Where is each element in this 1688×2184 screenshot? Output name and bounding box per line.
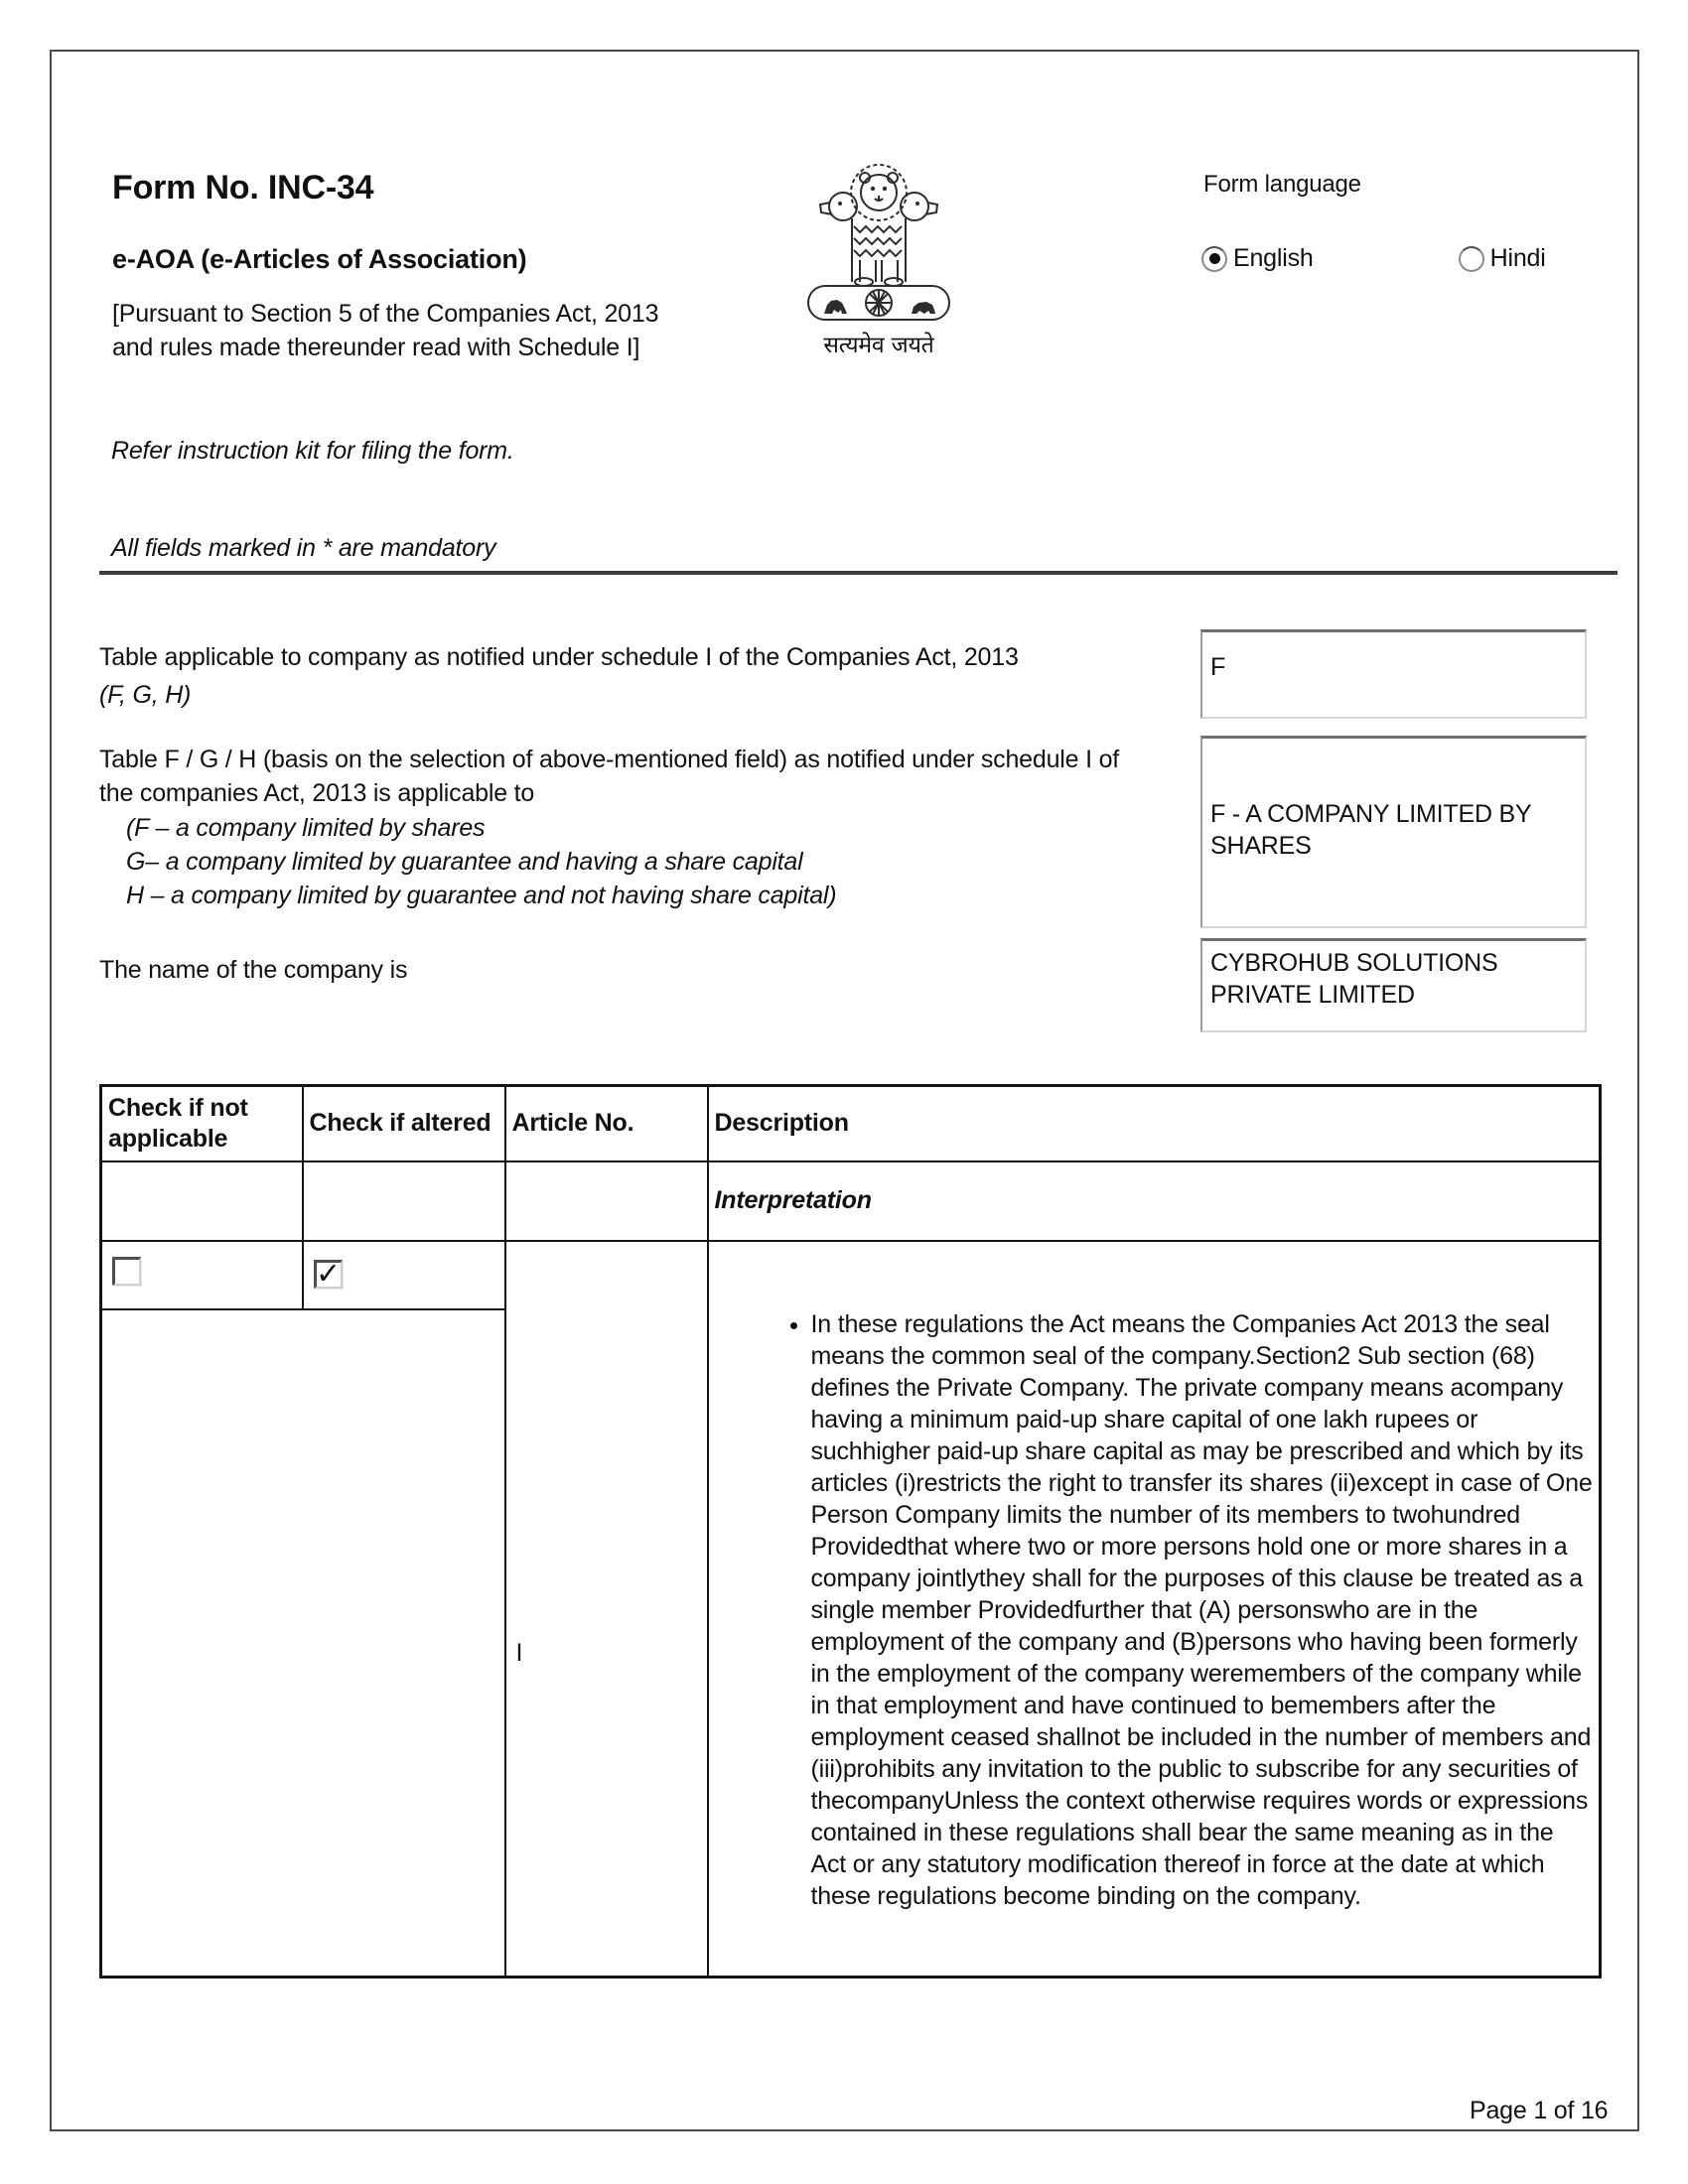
instruction-note: Refer instruction kit for filing the form. <box>111 437 514 465</box>
form-subtitle: e-AOA (e-Articles of Association) <box>112 244 527 274</box>
interpretation-heading: Interpretation <box>708 1161 1601 1241</box>
company-name-label: The name of the company is <box>99 956 408 984</box>
description-text: • In these regulations the Act means the Companies Act 2013 the seal means the common seal of the company.Section2 Sub section (68) defines the Private Company. The private company means acompany having a minimum paid-up share capital of one lakh rupees or suchhigher paid-up share capital as may be prescribed and which by its articles (i)restricts the right to transfer its shares (ii)except in case of One Person Company limits the number of its members to twohundred Providedthat where two or more persons hold one or more shares in a company jointlythey shall for the purposes of this clause be treated as a single member Providedfurther that (A) personswho are in the employment of the company and (B)persons who having been formerly in the employment of the company weremembers of the company while in that employment and have continued to bemembers after the employment ceased shallnot be included in the number of members and (iii)prohibits any invitation to the public to subscribe for any securities of thecompanyUnless the context otherwise requires words or expressions contained in these regulations shall bear the same meaning as in the Act or any statutory modification thereof in force at the date at which these regulations become binding on the company. <box>811 1308 1594 1912</box>
table-code-field[interactable] <box>1200 629 1587 719</box>
col-header-check-altered: Check if altered <box>303 1086 505 1161</box>
company-name-value: CYBROHUB SOLUTIONS PRIVATE LIMITED <box>1210 949 1498 1009</box>
pursuant-line-2: and rules made thereunder read with Schedule I] <box>112 334 640 361</box>
hint-g: G– a company limited by guarantee and having a share capital <box>126 848 803 876</box>
checkbox-not-applicable[interactable] <box>112 1257 141 1286</box>
check-altered-cell <box>303 1241 505 1309</box>
table-applicable-hint: (F, G, H) <box>99 681 192 709</box>
hint-h: H – a company limited by guarantee and not having share capital) <box>126 882 837 909</box>
table-type-field[interactable] <box>1200 736 1587 928</box>
radio-hindi[interactable] <box>1459 246 1484 272</box>
empty-merged-cell <box>101 1309 505 1978</box>
col-header-description: Description <box>708 1086 1601 1161</box>
table-fgh-label-line2: the companies Act, 2013 is applicable to <box>99 779 535 807</box>
table-code-value: F <box>1210 653 1226 681</box>
checkbox-altered[interactable]: ✓ <box>314 1260 343 1289</box>
article-no-cell <box>505 1241 708 1978</box>
pursuant-line-1: [Pursuant to Section 5 of the Companies Act, 2013 <box>112 300 659 328</box>
article-no-value: I <box>515 1638 523 1667</box>
empty-cell <box>303 1161 505 1241</box>
section-divider <box>99 571 1618 575</box>
col-header-check-not-applicable: Check if not applicable <box>101 1086 303 1161</box>
col-header-article-no: Article No. <box>505 1086 708 1161</box>
emblem-motto: सत्यमेव जयते <box>823 333 934 358</box>
article-row <box>101 1241 1601 1309</box>
table-header-row <box>101 1086 1601 1161</box>
hint-f: (F – a company limited by shares <box>126 814 486 842</box>
description-cell <box>708 1241 1601 1978</box>
page-title: Form No. INC-34 <box>112 169 374 206</box>
interpretation-row <box>101 1161 1601 1241</box>
empty-cell <box>505 1161 708 1241</box>
articles-table <box>99 1084 1602 1979</box>
table-applicable-label: Table applicable to company as notified under schedule I of the Companies Act, 2013 <box>99 643 1019 671</box>
empty-cell <box>101 1161 303 1241</box>
table-type-value: F - A COMPANY LIMITED BY SHARES <box>1210 800 1532 860</box>
radio-english-label: English <box>1233 244 1314 272</box>
table-fgh-label <box>99 743 1201 810</box>
company-name-field[interactable] <box>1200 938 1587 1032</box>
form-language-options <box>1201 244 1546 273</box>
form-language-label: Form language <box>1203 171 1361 198</box>
check-not-applicable-cell <box>101 1241 303 1309</box>
national-emblem-icon <box>794 147 963 328</box>
mandatory-note: All fields marked in * are mandatory <box>111 534 496 562</box>
radio-hindi-label: Hindi <box>1489 244 1546 272</box>
table-fgh-label-line1: Table F / G / H (basis on the selection of above-mentioned field) as notified under schedule I of <box>99 746 1120 773</box>
description-list <box>715 1308 1594 1912</box>
pursuant-note <box>112 297 658 364</box>
radio-english[interactable] <box>1201 246 1227 272</box>
page-number: Page 1 of 16 <box>1470 2097 1609 2124</box>
radio-english-dot <box>1209 253 1220 264</box>
